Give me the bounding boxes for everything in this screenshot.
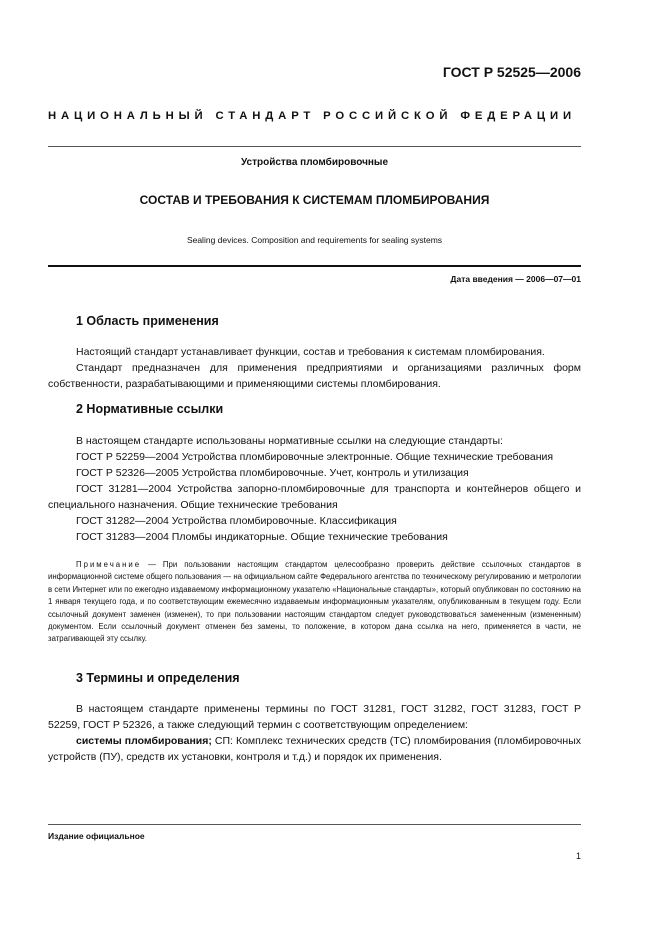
footer-divider — [48, 824, 581, 825]
english-title: Sealing devices. Composition and requirements for sealing systems — [186, 235, 443, 245]
term-definition — [48, 733, 581, 765]
title-divider — [48, 265, 581, 267]
reference-item: ГОСТ Р 52326—2005 Устройства пломбировочные. Учет, контроль и утилизация — [76, 467, 469, 479]
note-text: — При пользовании настоящим стандартом целесообразно проверить действие ссылочных стандартов в информационной системе общего пользования — на официальном сайте Федерального агентства по техническому регулированию и метрологии в сети Интернет или по ежегодно издаваемому информационному указателю «Национальные стандарты», который опубликован по состоянию на 1 января текущего года, и по соответствующим ежемесячно издаваемым информационным указателям, опубликованным в текущем году. Если ссылочный документ заменен (изменен), то при пользовании настоящим стандартом следует руководствоваться замененным (измененным) документом. Если ссылочный документ отменен без замены, то положение, в котором дана ссылка на него, применяется в части, не затрагивающей эту ссылку. — [48, 560, 582, 644]
section-1-body — [48, 344, 581, 392]
document-title: СОСТАВ И ТРЕБОВАНИЯ К СИСТЕМАМ ПЛОМБИРОВАНИЯ — [139, 193, 490, 207]
reference-item: ГОСТ Р 52259—2004 Устройства пломбировочные электронные. Общие технические требования — [76, 451, 554, 463]
reference-item: ГОСТ 31281—2004 Устройства запорно-пломбировочные для транспорта и контейнеров общего и специального назначения. Общие технические требования — [48, 483, 581, 511]
document-subtitle: Устройства пломбировочные — [240, 157, 389, 168]
section-3-body — [48, 701, 581, 765]
top-divider — [48, 146, 581, 147]
section-1-paragraph: Стандарт предназначен для применения предприятиями и организациями различных форм собственности, разрабатывающими и применяющими системы пломбирования. — [48, 362, 581, 390]
reference-item: ГОСТ 31283—2004 Пломбы индикаторные. Общие технические требования — [76, 531, 448, 543]
official-edition-label: Издание официальное — [48, 831, 145, 841]
section-3-heading: 3 Термины и определения — [76, 671, 240, 685]
note-label: Примечание — [76, 560, 142, 569]
national-standard-heading: НАЦИОНАЛЬНЫЙ СТАНДАРТ РОССИЙСКОЙ ФЕДЕРАЦИИ — [48, 110, 576, 122]
section-3-intro: В настоящем стандарте применены термины по ГОСТ 31281, ГОСТ 31282, ГОСТ 31283, ГОСТ Р 52259, ГОСТ Р 52326, а также следующий термин с соответствующим определением: — [48, 703, 581, 731]
note-block — [48, 559, 581, 646]
introduction-date: Дата введения — 2006—07—01 — [450, 274, 581, 284]
definition: СП: Комплекс технических средств (ТС) пломбирования (пломбировочных устройств (ПУ), средств их установки, контроля и т.д.) и порядок их применения. — [48, 735, 581, 763]
standard-number: ГОСТ Р 52525—2006 — [442, 64, 581, 80]
section-2-heading: 2 Нормативные ссылки — [76, 402, 224, 416]
page-number: 1 — [575, 851, 581, 861]
section-2-intro: В настоящем стандарте использованы нормативные ссылки на следующие стандарты: — [76, 435, 503, 447]
term: системы пломбирования; — [76, 735, 212, 747]
section-1-paragraph: Настоящий стандарт устанавливает функции, состав и требования к системам пломбирования. — [76, 346, 545, 358]
reference-item: ГОСТ 31282—2004 Устройства пломбировочные. Классификация — [76, 515, 397, 527]
section-2-body — [48, 433, 581, 545]
section-1-heading: 1 Область применения — [76, 314, 219, 328]
